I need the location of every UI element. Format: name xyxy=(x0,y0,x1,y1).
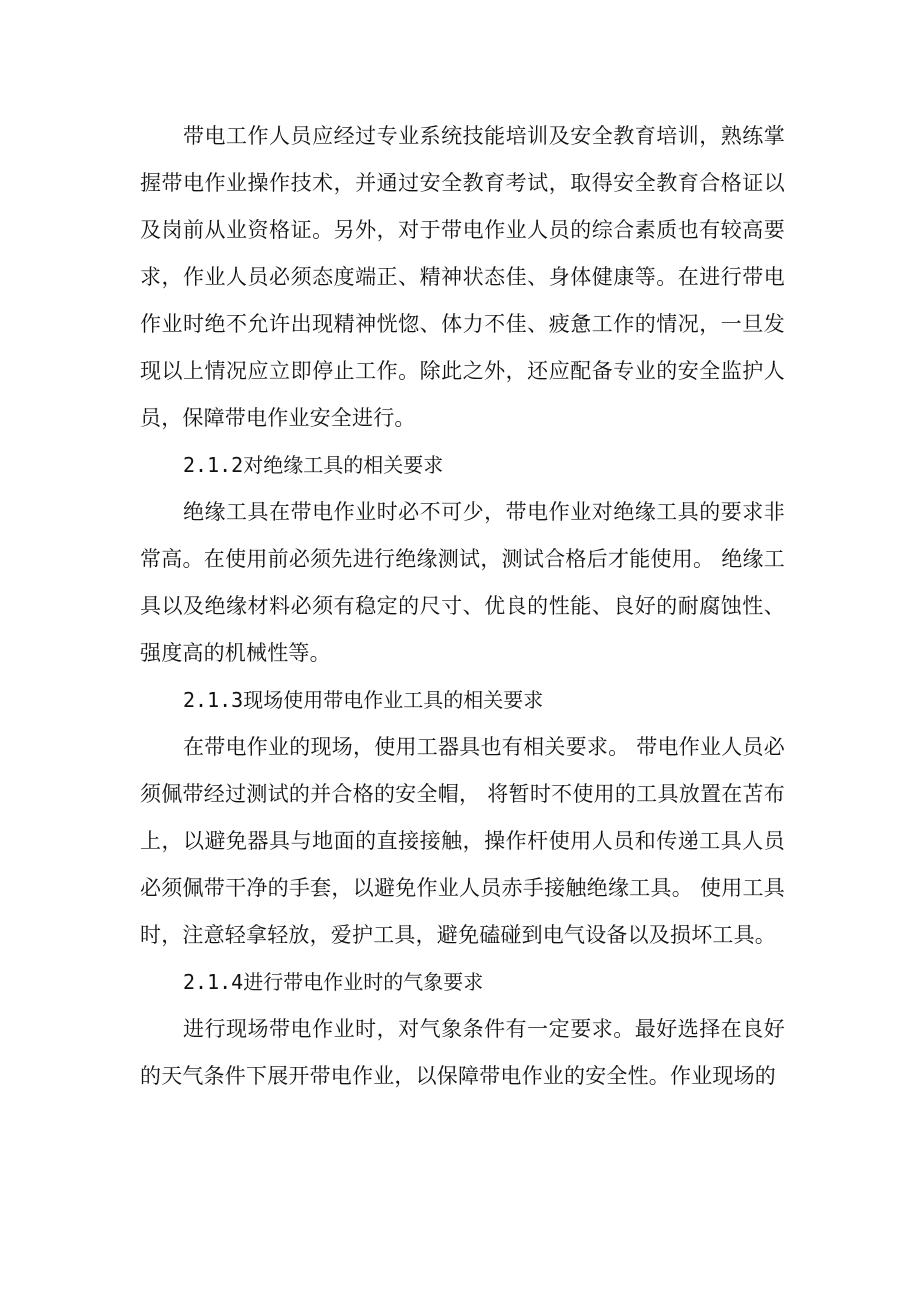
paragraph-insulation-tools: 绝缘工具在带电作业时必不可少，带电作业对绝缘工具的要求非常高。在使用前必须先进行绝缘测试，测试合格后才能使用。 绝缘工具以及绝缘材料必须有稳定的尺寸、优良的性能、良好的耐腐蚀性、强度高的机械性等。 xyxy=(140,500,785,665)
paragraph-personnel-requirements: 带电工作人员应经过专业系统技能培训及安全教育培训，熟练掌握带电作业操作技术，并通过安全教育考试，取得安全教育合格证以及岗前从业资格证。另外，对于带电作业人员的综合素质也有较高要求，作业人员必须态度端正、精神状态佳、身体健康等。在进行带电作业时绝不允许出现精神恍惚、体力不佳、疲惫工作的情况，一旦发现以上情况应立即停止工作。除此之外，还应配备专业的安全监护人员，保障带电作业安全进行。 xyxy=(140,124,785,430)
section-heading-2-1-4: 2.1.4进行带电作业时的气象要求 xyxy=(183,970,484,994)
paragraph-weather-requirements: 进行现场带电作业时，对气象条件有一定要求。最好选择在良好的天气条件下展开带电作业，以保障带电作业的安全性。作业现场的 xyxy=(140,1017,785,1088)
section-heading-2-1-2: 2.1.2对绝缘工具的相关要求 xyxy=(183,453,444,477)
section-heading-2-1-3: 2.1.3现场使用带电作业工具的相关要求 xyxy=(183,688,544,712)
document-page xyxy=(140,113,785,1100)
paragraph-onsite-tools: 在带电作业的现场，使用工器具也有相关要求。 带电作业人员必须佩带经过测试的并合格的安全帽， 将暂时不使用的工具放置在苫布上，以避免器具与地面的直接接触，操作杆使用人员和传递工具人员必须佩带干净的手套，以避免作业人员赤手接触绝缘工具。 使用工具时，注意轻拿轻放，爱护工具，避免磕碰到电气设备以及损坏工具。 xyxy=(140,735,785,947)
